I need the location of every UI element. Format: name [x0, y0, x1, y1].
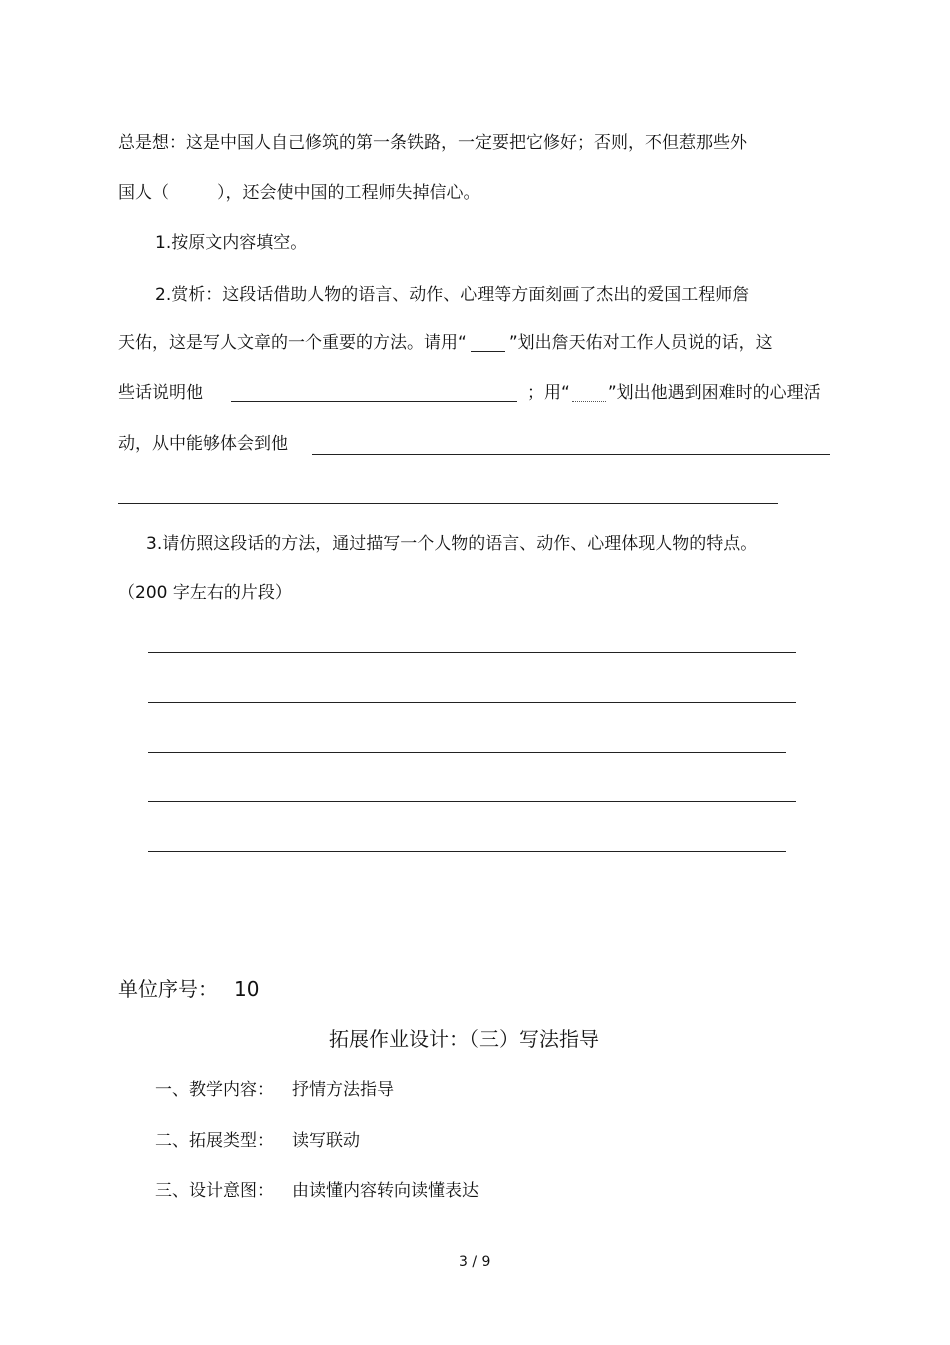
item-label: 一、教学内容： [155, 1080, 274, 1100]
question-2-line-2 [118, 331, 773, 355]
answer-blank-meaning[interactable] [231, 383, 517, 402]
section-title: 拓展作业设计：（三）写法指导 [329, 1027, 599, 1051]
question-2-line-3 [118, 381, 821, 405]
passage-line-2-start: 国人（ [118, 183, 169, 203]
question-2-line-4: 动，从中能够体会到他 [118, 434, 288, 454]
item-value: 抒情方法指导 [292, 1080, 394, 1100]
item-design-intent [155, 1179, 479, 1203]
writing-line-5[interactable] [148, 851, 786, 852]
question-2-line-3-end: ”划出他遇到困难时的心理活 [607, 383, 821, 403]
question-3-line-1: 3.请仿照这段话的方法，通过描写一个人物的语言、动作、心理体现人物的特点。 [146, 534, 758, 554]
question-1: 1.按原文内容填空。 [155, 233, 308, 253]
item-value: 读写联动 [292, 1131, 360, 1151]
writing-line-4[interactable] [148, 801, 796, 802]
passage-line-1: 总是想：这是中国人自己修筑的第一条铁路，一定要把它修好；否则，不但惹那些外 [118, 133, 747, 153]
writing-line-1[interactable] [148, 652, 796, 653]
item-label: 三、设计意图： [155, 1181, 274, 1201]
question-2-line-3-mid: ；用“ [527, 383, 570, 403]
question-2-line-2-start: 天佑，这是写人文章的一个重要的方法。请用“ [118, 333, 467, 353]
item-label: 二、拓展类型： [155, 1131, 274, 1151]
answer-line-feeling-2[interactable] [118, 503, 778, 504]
straight-underline-sample [471, 333, 505, 352]
question-2-line-1: 2.赏析：这段话借助人物的语言、动作、心理等方面刻画了杰出的爱国工程师詹 [155, 285, 750, 305]
question-2-line-2-end: ”划出詹天佑对工作人员说的话，这 [508, 333, 773, 353]
unit-number [118, 977, 259, 1001]
passage-line-2-end: ），还会使中国的工程师失掉信心。 [217, 183, 481, 203]
writing-line-3[interactable] [148, 752, 786, 753]
item-value: 由读懂内容转向读懂表达 [292, 1181, 479, 1201]
writing-line-2[interactable] [148, 702, 796, 703]
passage-line-2 [118, 181, 481, 205]
wavy-underline-sample [572, 383, 606, 402]
page-number: 3 / 9 [459, 1254, 491, 1270]
question-2-line-3-start: 些话说明他 [118, 383, 203, 403]
unit-value: 10 [234, 977, 260, 1001]
unit-label: 单位序号： [118, 977, 218, 1001]
item-extension-type [155, 1129, 360, 1153]
item-teaching-content [155, 1078, 394, 1102]
answer-line-feeling-1[interactable] [312, 454, 830, 455]
question-3-line-2: （200 字左右的片段） [118, 583, 292, 603]
